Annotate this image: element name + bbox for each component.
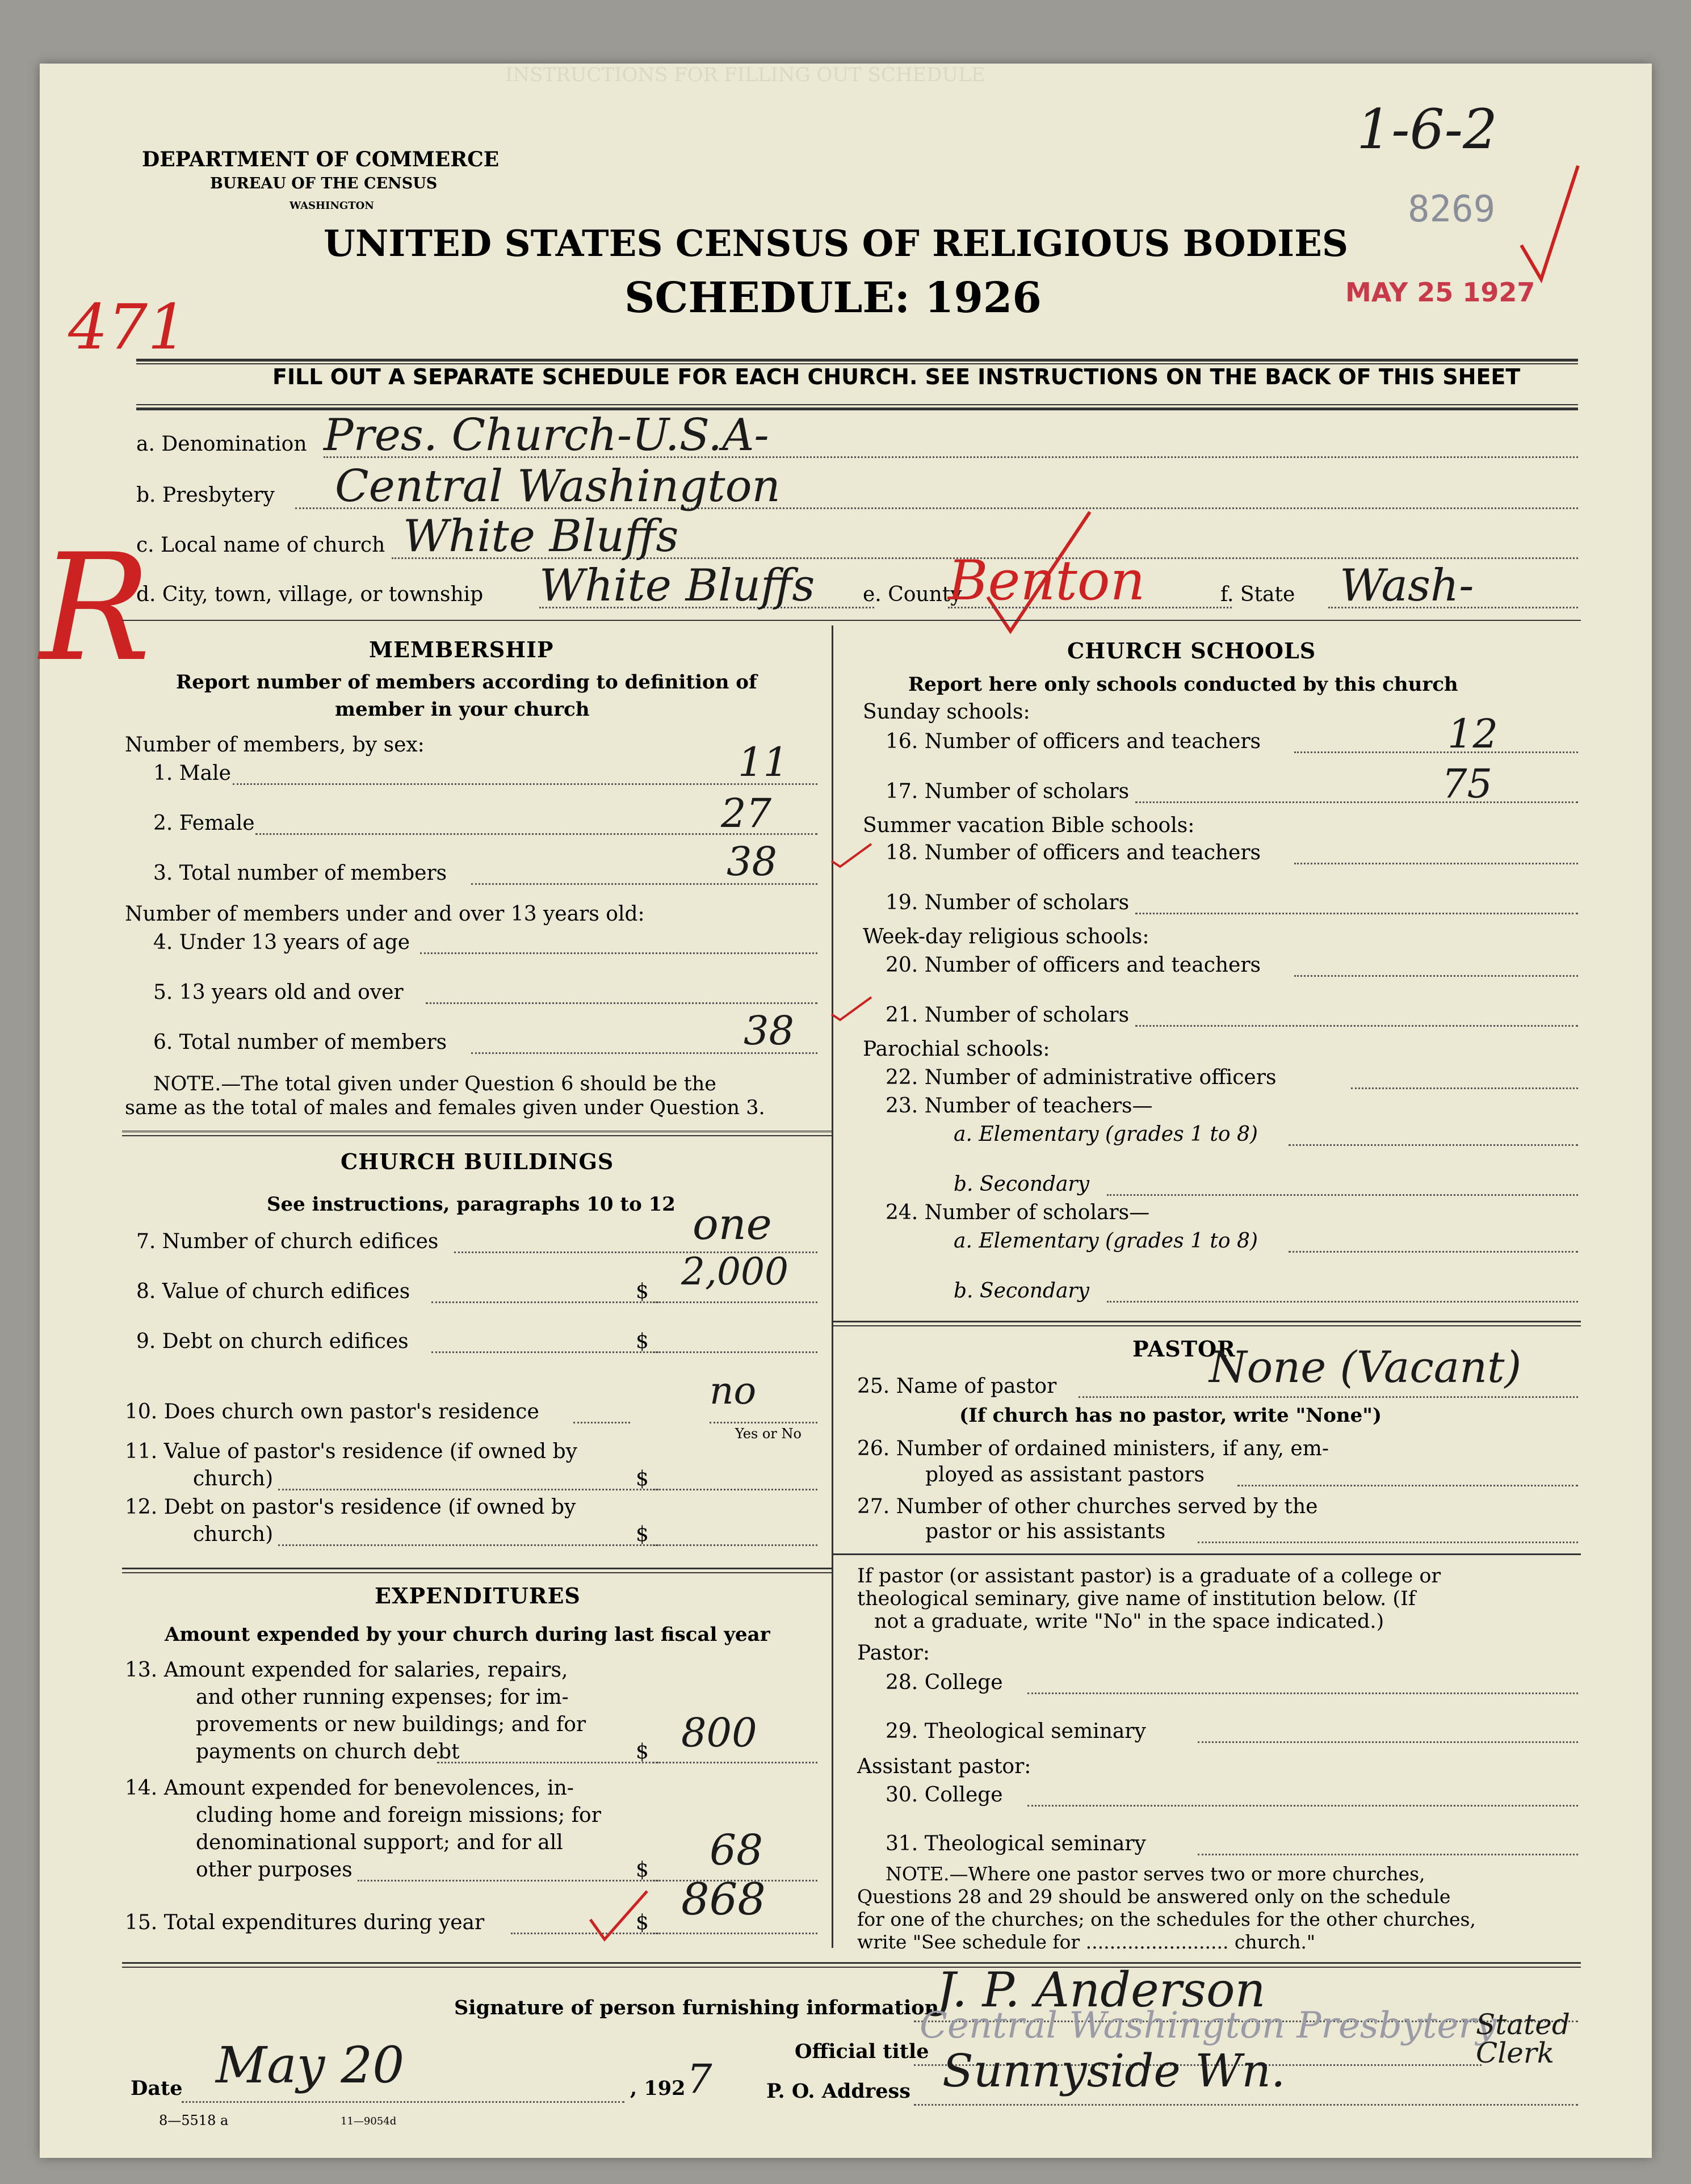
membership-note-1: NOTE.—The total given under Question 6 should be the <box>153 1073 716 1095</box>
q25-note: (If church has no pastor, write "None") <box>959 1404 1382 1427</box>
q12-label-1: 12. Debt on pastor's residence (if owned by <box>125 1496 576 1519</box>
q23-label: 23. Number of teachers— <box>886 1094 1153 1118</box>
red-check-icon <box>585 1885 653 1942</box>
q11-label-1: 11. Value of pastor's residence (if owned by <box>125 1440 578 1463</box>
owns-residence-value: no <box>710 1369 757 1413</box>
running-expenses-value: 800 <box>681 1710 757 1756</box>
sunday-officers-value: 12 <box>1447 711 1499 757</box>
q8-label: 8. Value of church edifices <box>136 1280 410 1303</box>
q2-label: 2. Female <box>153 812 255 835</box>
date-value: May 20 <box>216 2036 405 2094</box>
year-digit: 7 <box>687 2056 712 2102</box>
q14-dollar: $ <box>636 1858 649 1881</box>
q28-label: 28. College <box>886 1671 1003 1694</box>
year-prefix: , 192 <box>630 2077 686 2100</box>
q20-label: 20. Number of officers and teachers <box>886 954 1261 977</box>
q30-label: 30. College <box>886 1783 1003 1807</box>
po-address-value: Sunnyside Wn. <box>942 2044 1286 2097</box>
bleed-through-text: INSTRUCTIONS FOR FILLING OUT SCHEDULE <box>505 64 985 86</box>
official-title-handwritten: Stated Clerk <box>1476 2008 1570 2069</box>
expenditures-subheading: Amount expended by your church during last fiscal year <box>165 1623 770 1646</box>
official-title-label: Official title <box>795 2040 929 2063</box>
signature-label: Signature of person furnishing information <box>454 1996 939 2019</box>
q19-label: 19. Number of scholars <box>886 891 1130 914</box>
pastor-note-3: for one of the churches; on the schedules for the other churches, <box>857 1908 1476 1930</box>
total-members-value: 38 <box>727 838 778 885</box>
total-members-6-value: 38 <box>744 1007 795 1054</box>
edifice-value-amount: 2,000 <box>681 1250 788 1293</box>
membership-note-2: same as the total of males and females given under Question 3. <box>125 1097 765 1119</box>
sunday-schools-label: Sunday schools: <box>863 700 1030 724</box>
membership-intro-1: Report number of members according to definition of <box>176 671 757 694</box>
schools-subheading: Report here only schools conducted by this church <box>908 673 1458 696</box>
female-value: 27 <box>721 790 772 837</box>
q3-label: 3. Total number of members <box>153 862 447 885</box>
q11-label-2: church) <box>193 1467 274 1490</box>
form-number: 8—5518 a <box>159 2112 229 2128</box>
yes-or-no-hint: Yes or No <box>735 1426 802 1442</box>
local-name-label: c. Local name of church <box>136 534 385 557</box>
column-divider <box>832 625 833 1948</box>
q9-dollar: $ <box>636 1330 649 1353</box>
q9-label: 9. Debt on church edifices <box>136 1330 409 1353</box>
print-number: 11—9054d <box>341 2115 397 2127</box>
county-label: e. County <box>863 583 962 606</box>
membership-intro-2: member in your church <box>335 698 590 721</box>
members-by-sex-label: Number of members, by sex: <box>125 733 425 757</box>
state-value: Wash- <box>1340 560 1474 611</box>
sunday-scholars-value: 75 <box>1442 761 1493 807</box>
q15-dollar: $ <box>636 1911 649 1934</box>
bureau-name: BUREAU OF THE CENSUS <box>210 175 438 192</box>
county-value: Benton <box>948 549 1145 612</box>
q13-label-4: payments on church debt <box>196 1740 460 1763</box>
q12-dollar: $ <box>636 1523 649 1546</box>
q1-label: 1. Male <box>153 762 231 785</box>
top-right-code: 1-6-2 <box>1357 98 1498 161</box>
q27-label-1: 27. Number of other churches served by the <box>857 1495 1318 1518</box>
schedule-year: SCHEDULE: 1926 <box>624 274 1042 322</box>
red-check-icon <box>829 841 874 870</box>
q13-label-1: 13. Amount expended for salaries, repairs, <box>125 1658 568 1682</box>
parochial-schools-label: Parochial schools: <box>863 1038 1050 1061</box>
graduate-note-2: theological seminary, give name of institution below. (If <box>857 1587 1416 1610</box>
benevolences-value: 68 <box>710 1826 763 1875</box>
q4-label: 4. Under 13 years of age <box>153 931 410 954</box>
received-date-stamp: MAY 25 1927 <box>1345 277 1535 308</box>
signature-value: J. P. Anderson <box>937 1962 1266 2018</box>
q15-label: 15. Total expenditures during year <box>125 1911 485 1934</box>
q18-label: 18. Number of officers and teachers <box>886 841 1261 864</box>
buildings-subheading: See instructions, paragraphs 10 to 12 <box>267 1193 675 1216</box>
q12-label-2: church) <box>193 1523 274 1546</box>
red-left-number: 471 <box>68 291 187 363</box>
instruction-banner: FILL OUT A SEPARATE SCHEDULE FOR EACH CHURCH. SEE INSTRUCTIONS ON THE BACK OF THIS SHEET <box>272 364 1521 389</box>
census-schedule-sheet <box>40 64 1652 2158</box>
q29-label: 29. Theological seminary <box>886 1720 1146 1743</box>
summer-schools-label: Summer vacation Bible schools: <box>863 814 1195 837</box>
q16-label: 16. Number of officers and teachers <box>886 730 1261 753</box>
q14-label-3: denominational support; and for all <box>196 1831 563 1854</box>
edifices-value: one <box>693 1199 772 1249</box>
department-name: DEPARTMENT OF COMMERCE <box>142 148 500 171</box>
membership-heading: MEMBERSHIP <box>369 637 554 662</box>
weekday-schools-label: Week-day religious schools: <box>863 925 1149 948</box>
assistant-pastor-sublabel: Assistant pastor: <box>857 1755 1031 1778</box>
q14-label-2: cluding home and foreign missions; for <box>196 1804 601 1827</box>
q8-dollar: $ <box>636 1280 649 1303</box>
q31-label: 31. Theological seminary <box>886 1832 1146 1855</box>
q13-label-3: provements or new buildings; and for <box>196 1713 586 1736</box>
q13-dollar: $ <box>636 1740 649 1763</box>
q5-label: 5. 13 years old and over <box>153 981 404 1004</box>
total-expenditures-value: 868 <box>681 1874 766 1925</box>
red-check-icon <box>829 994 874 1023</box>
local-name-value: White Bluffs <box>403 511 679 562</box>
form-title: UNITED STATES CENSUS OF RELIGIOUS BODIES <box>324 222 1349 265</box>
red-R-mark: R <box>40 523 151 694</box>
po-address-label: P. O. Address <box>766 2080 910 2103</box>
q24a-label: a. Elementary (grades 1 to 8) <box>954 1229 1258 1253</box>
date-label: Date <box>131 2077 183 2100</box>
denomination-label: a. Denomination <box>136 432 307 456</box>
q17-label: 17. Number of scholars <box>886 780 1130 803</box>
q26-label-1: 26. Number of ordained ministers, if any, em- <box>857 1437 1329 1460</box>
denomination-value: Pres. Church-U.S.A- <box>324 410 769 461</box>
q21-label: 21. Number of scholars <box>886 1003 1130 1027</box>
official-title-stamp: Central Washington Presbytery <box>920 2005 1497 2047</box>
red-checkmark-icon <box>1516 160 1584 285</box>
q10-label: 10. Does church own pastor's residence <box>125 1400 539 1423</box>
stamp-number: 8269 <box>1408 188 1496 230</box>
buildings-heading: CHURCH BUILDINGS <box>341 1149 614 1174</box>
age-heading: Number of members under and over 13 years old: <box>125 902 645 926</box>
q24-label: 24. Number of scholars— <box>886 1201 1150 1224</box>
q24b-label: b. Secondary <box>954 1279 1089 1303</box>
graduate-note-1: If pastor (or assistant pastor) is a graduate of a college or <box>857 1565 1441 1587</box>
q11-dollar: $ <box>636 1467 649 1490</box>
q13-label-2: and other running expenses; for im- <box>196 1686 569 1709</box>
q6-label: 6. Total number of members <box>153 1031 447 1054</box>
pastor-name-value: None (Vacant) <box>1209 1342 1522 1392</box>
male-value: 11 <box>738 739 789 786</box>
presbytery-label: b. Presbytery <box>136 484 275 507</box>
q26-label-2: ployed as assistant pastors <box>925 1463 1205 1486</box>
q23a-label: a. Elementary (grades 1 to 8) <box>954 1123 1258 1146</box>
q27-label-2: pastor or his assistants <box>925 1520 1166 1543</box>
pastor-note-2: Questions 28 and 29 should be answered only on the schedule <box>857 1885 1451 1908</box>
city-value: White Bluffs <box>539 560 815 611</box>
presbytery-value: Central Washington <box>335 461 781 512</box>
expenditures-heading: EXPENDITURES <box>375 1583 581 1608</box>
pastor-heading: PASTOR <box>1132 1336 1236 1362</box>
q14-label-1: 14. Amount expended for benevolences, in- <box>125 1776 574 1800</box>
schools-heading: CHURCH SCHOOLS <box>1067 638 1316 663</box>
q22-label: 22. Number of administrative officers <box>886 1066 1277 1089</box>
q25-label: 25. Name of pastor <box>857 1375 1057 1398</box>
graduate-note-3: not a graduate, write "No" in the space indicated.) <box>874 1610 1384 1633</box>
top-rule <box>136 359 1578 362</box>
q7-label: 7. Number of church edifices <box>136 1230 439 1253</box>
bureau-city: WASHINGTON <box>289 200 374 212</box>
city-label: d. City, town, village, or township <box>136 583 484 606</box>
q23b-label: b. Secondary <box>954 1173 1089 1196</box>
q14-label-4: other purposes <box>196 1858 353 1881</box>
pastor-sublabel: Pastor: <box>857 1641 930 1665</box>
pastor-note-4: write "See schedule for ........................ church." <box>857 1931 1316 1953</box>
pastor-note-1: NOTE.—Where one pastor serves two or more churches, <box>886 1863 1425 1885</box>
state-label: f. State <box>1220 583 1295 606</box>
